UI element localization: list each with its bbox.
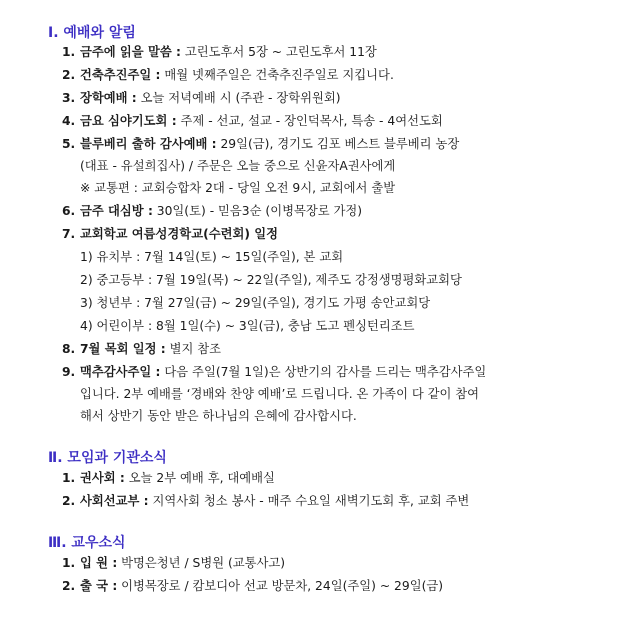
list-item: 9. 맥추감사주일 : 다음 주일(7월 1일)은 상반기의 감사를 드리는 맥추감사주일: [62, 365, 487, 379]
list-item: 6. 금주 대심방 : 30일(토) - 믿음3순 (이병목장로 가정): [62, 204, 363, 218]
list-item-continuation: 입니다. 2부 예배를 ‘경배와 찬양 예배’로 드립니다. 온 가족이 다 같이 참여: [80, 387, 480, 401]
list-item-continuation: 3) 청년부 : 7월 27일(금) ~ 29일(주일), 경기도 가평 송안교회당: [80, 296, 431, 310]
list-item: 5. 블루베리 출하 감사예배 : 29일(금), 경기도 김포 베스트 블루베리 농장: [62, 137, 460, 151]
list-item-continuation: 2) 중고등부 : 7월 19일(목) ~ 22일(주일), 제주도 강정생명평화교회당: [80, 273, 462, 287]
list-item: 1. 권사회 : 오늘 2부 예배 후, 대예배실: [62, 471, 275, 485]
section-heading-worship: Ⅰ. 예배와 알림: [48, 25, 136, 41]
list-item: 1. 입 원 : 박명은청년 / S병원 (교통사고): [62, 556, 286, 570]
list-item-continuation: ※ 교통편 : 교회승합차 2대 - 당일 오전 9시, 교회에서 출발: [80, 181, 396, 195]
list-item: 2. 건축추진주일 : 매월 넷째주일은 건축추진주일로 지킵니다.: [62, 68, 394, 82]
section-heading-members: Ⅲ. 교우소식: [48, 535, 126, 551]
list-item: 7. 교회학교 여름성경학교(수련회) 일정: [62, 227, 278, 241]
list-item: 2. 사회선교부 : 지역사회 청소 봉사 - 매주 수요일 새벽기도회 후, 교회 주변: [62, 494, 470, 508]
list-item: 4. 금요 심야기도회 : 주제 - 선교, 설교 - 장인덕목사, 특송 - 4여선도회: [62, 114, 443, 128]
list-item-continuation: (대표 - 유설희집사) / 주문은 오늘 중으로 신윤자A권사에게: [80, 159, 396, 173]
list-item-continuation: 해서 상반기 동안 받은 하나님의 은혜에 감사합시다.: [80, 409, 357, 423]
list-item-continuation: 1) 유치부 : 7월 14일(토) ~ 15일(주일), 본 교회: [80, 250, 344, 264]
list-item: 1. 금주에 읽을 말씀 : 고린도후서 5장 ~ 고린도후서 11장: [62, 45, 377, 59]
list-item: 3. 장학예배 : 오늘 저녁예배 시 (주관 - 장학위원회): [62, 91, 341, 105]
list-item: 8. 7월 목회 일정 : 별지 참조: [62, 342, 222, 356]
list-item: 2. 출 국 : 이병목장로 / 캄보디아 선교 방문차, 24일(주일) ~ 29일(금): [62, 579, 444, 593]
section-heading-groups: Ⅱ. 모임과 기관소식: [48, 450, 167, 466]
list-item-continuation: 4) 어린이부 : 8월 1일(수) ~ 3일(금), 충남 도고 펜싱턴리조트: [80, 319, 415, 333]
